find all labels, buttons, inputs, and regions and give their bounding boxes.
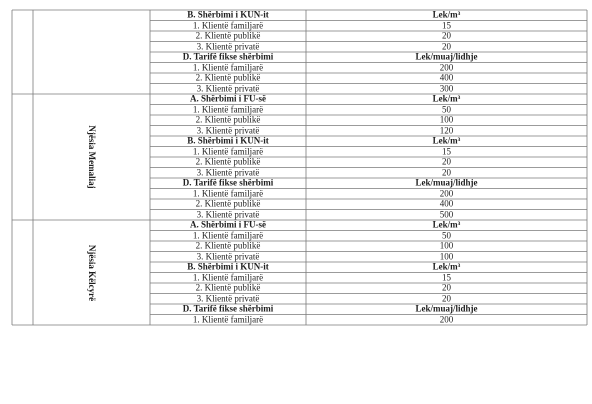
- tariff-value: 120: [439, 125, 454, 136]
- section-header-label: D. Tarifë fikse shërbimi: [182, 303, 274, 314]
- client-category-label: 3. Klientë privatë: [196, 41, 260, 52]
- client-category-label: 2. Klientë publikë: [195, 72, 261, 83]
- client-category-label: 1. Klientë familjarë: [192, 272, 264, 283]
- tariff-value: 100: [439, 240, 454, 251]
- tariff-value: 20: [442, 30, 451, 41]
- tariff-value: 20: [442, 41, 451, 52]
- section-header-label: B. Shërbimi i KUN-it: [187, 261, 269, 272]
- tariff-value: 15: [442, 272, 451, 283]
- client-category-label: 2. Klientë publikë: [195, 156, 261, 167]
- unit-label: Lek/m³: [432, 261, 461, 272]
- client-category-label: 1. Klientë familjarë: [192, 62, 264, 73]
- unit-label: Lek/muaj/lidhje: [415, 303, 478, 314]
- tariff-value: 400: [439, 198, 454, 209]
- tariff-value: 15: [442, 20, 451, 31]
- section-header-label: A. Shërbimi i FU-së: [190, 219, 266, 230]
- tariff-value: 400: [439, 72, 454, 83]
- tariff-value: 15: [442, 146, 451, 157]
- unit-label: Lek/m³: [432, 135, 461, 146]
- unit-label: Lek/muaj/lidhje: [415, 51, 478, 62]
- client-category-label: 2. Klientë publikë: [195, 282, 261, 293]
- client-category-label: 1. Klientë familjarë: [192, 230, 264, 241]
- tariff-value: 20: [442, 293, 451, 304]
- section-header-label: A. Shërbimi i FU-së: [190, 93, 266, 104]
- unit-label: Lek/m³: [432, 219, 461, 230]
- tariff-value: 300: [439, 83, 454, 94]
- client-category-label: 3. Klientë privatë: [196, 293, 260, 304]
- tariff-value: 20: [442, 167, 451, 178]
- client-category-label: 2. Klientë publikë: [195, 198, 261, 209]
- tariff-value: 20: [442, 282, 451, 293]
- client-category-label: 3. Klientë privatë: [196, 125, 260, 136]
- municipal-unit-label: Njësia Këlcyrë: [86, 244, 97, 301]
- section-header-label: B. Shërbimi i KUN-it: [187, 9, 269, 20]
- tariff-value: 200: [439, 62, 454, 73]
- unit-label: Lek/muaj/lidhje: [415, 177, 478, 188]
- tariff-value: 100: [439, 251, 454, 262]
- municipal-unit-label: Njësia Memaliaj: [86, 125, 97, 189]
- client-category-label: 3. Klientë privatë: [196, 83, 260, 94]
- client-category-label: 1. Klientë familjarë: [192, 20, 264, 31]
- client-category-label: 2. Klientë publikë: [195, 114, 261, 125]
- section-header-label: D. Tarifë fikse shërbimi: [182, 177, 274, 188]
- client-category-label: 2. Klientë publikë: [195, 240, 261, 251]
- tariff-value: 20: [442, 156, 451, 167]
- client-category-label: 1. Klientë familjarë: [192, 146, 264, 157]
- client-category-label: 1. Klientë familjarë: [192, 104, 264, 115]
- tariff-value: 50: [442, 230, 451, 241]
- client-category-label: 3. Klientë privatë: [196, 209, 260, 220]
- client-category-label: 2. Klientë publikë: [195, 30, 261, 41]
- tariff-value: 200: [439, 314, 454, 325]
- client-category-label: 3. Klientë privatë: [196, 251, 260, 262]
- unit-label: Lek/m³: [432, 93, 461, 104]
- tariff-value: 200: [439, 188, 454, 199]
- tariff-value: 500: [439, 209, 454, 220]
- section-header-label: B. Shërbimi i KUN-it: [187, 135, 269, 146]
- client-category-label: 3. Klientë privatë: [196, 167, 260, 178]
- tariff-value: 50: [442, 104, 451, 115]
- tariff-value: 100: [439, 114, 454, 125]
- unit-label: Lek/m³: [432, 9, 461, 20]
- client-category-label: 1. Klientë familjarë: [192, 188, 264, 199]
- client-category-label: 1. Klientë familjarë: [192, 314, 264, 325]
- section-header-label: D. Tarifë fikse shërbimi: [182, 51, 274, 62]
